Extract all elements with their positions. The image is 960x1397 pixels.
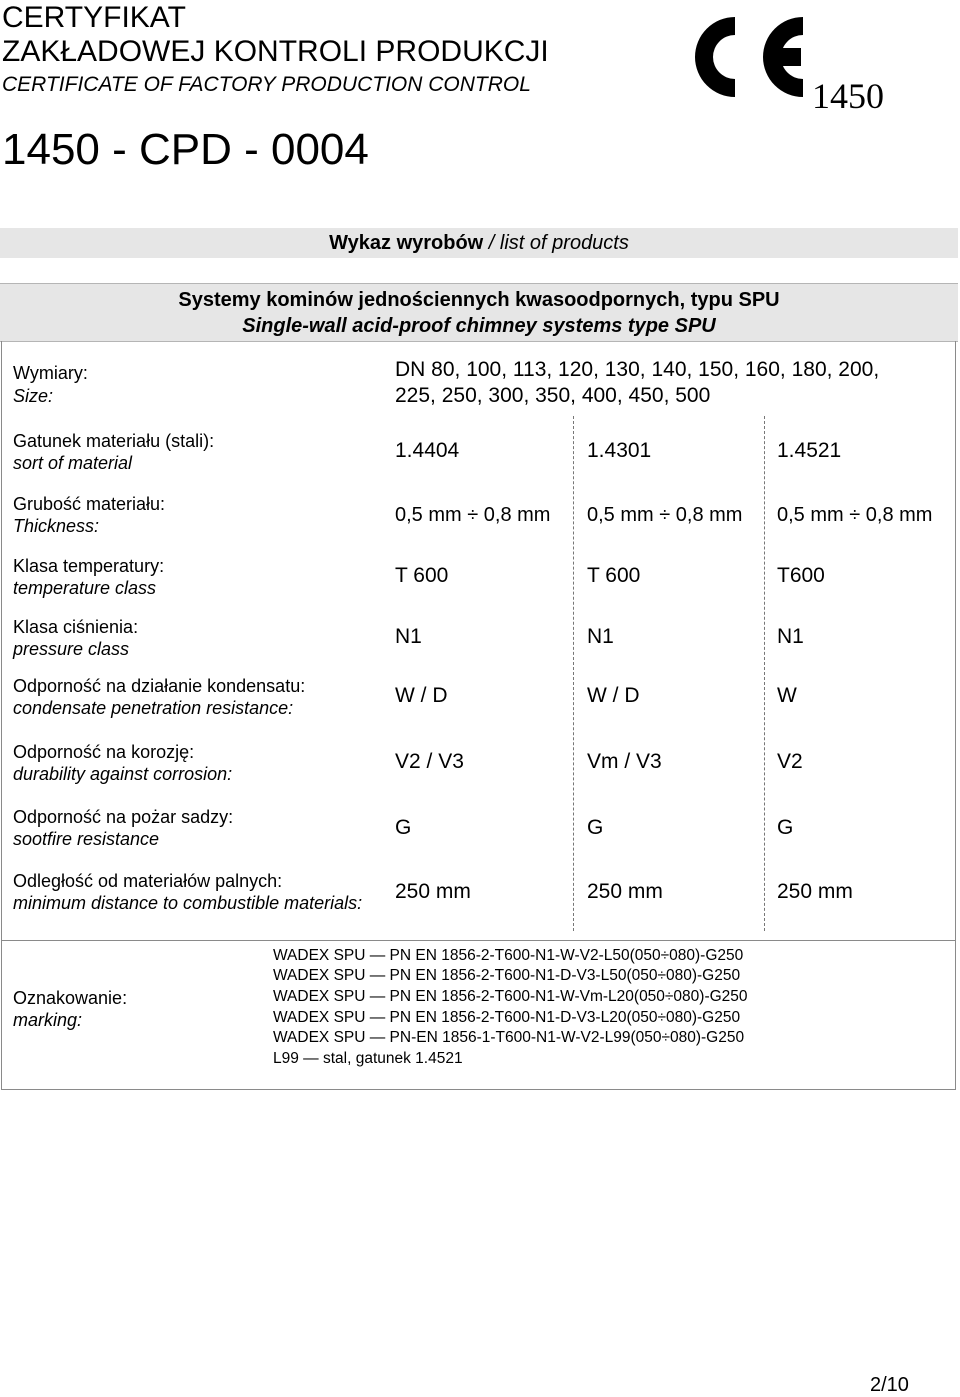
row-value: G	[777, 816, 794, 839]
size-label-pl: Wymiary:	[13, 363, 88, 383]
list-title	[0, 231, 958, 255]
size-label-en: Size:	[13, 386, 54, 406]
marking-line: WADEX SPU — PN EN 1856-2-T600-N1-W-Vm-L20(050÷080)-G250	[273, 988, 748, 1005]
row-label-pl: Odporność na działanie kondensatu:	[13, 676, 306, 696]
row-label-pl: Odporność na pożar sadzy:	[13, 807, 234, 827]
product-title-en: Single-wall acid-proof chimney systems type SPU	[242, 315, 716, 337]
row-value: N1	[777, 625, 804, 648]
marking-line: WADEX SPU — PN EN 1856-2-T600-N1-D-V3-L50(050÷080)-G250	[273, 967, 741, 984]
page-number: 2/10	[870, 1374, 909, 1396]
certificate-title-en: CERTIFICATE OF FACTORY PRODUCTION CONTROL	[2, 73, 531, 96]
size-values-line2: 225, 250, 300, 350, 400, 450, 500	[395, 384, 711, 407]
row-value: 0,5 mm ÷ 0,8 mm	[395, 504, 551, 526]
row-value: 250 mm	[587, 880, 663, 903]
row-value: V2 / V3	[395, 750, 464, 773]
row-label-en: minimum distance to combustible materials:	[13, 893, 363, 913]
size-values-line1: DN 80, 100, 113, 120, 130, 140, 150, 160, 180, 200,	[395, 358, 880, 381]
marking-label-en: marking:	[13, 1010, 83, 1030]
row-value: G	[395, 816, 412, 839]
marking-line: L99 — stal, gatunek 1.4521	[273, 1050, 463, 1067]
row-value: 0,5 mm ÷ 0,8 mm	[587, 504, 743, 526]
row-label-pl: Klasa temperatury:	[13, 556, 165, 576]
column-divider	[764, 416, 765, 931]
row-value: 250 mm	[395, 880, 471, 903]
row-value: 1.4404	[395, 439, 460, 462]
row-label-en: sort of material	[13, 453, 133, 473]
row-label-pl: Odległość od materiałów palnych:	[13, 871, 283, 891]
row-value: T600	[777, 564, 825, 587]
column-divider	[573, 416, 574, 931]
marking-separator	[2, 940, 955, 941]
marking-line: WADEX SPU — PN EN 1856-2-T600-N1-W-V2-L50(050÷080)-G250	[273, 947, 744, 964]
row-value: T 600	[395, 564, 449, 587]
row-label-pl: Klasa ciśnienia:	[13, 617, 139, 637]
row-label-pl: Grubość materiału:	[13, 494, 166, 514]
row-value: T 600	[587, 564, 641, 587]
list-title-pl: Wykaz wyrobów	[329, 232, 484, 254]
row-label-en: condensate penetration resistance:	[13, 698, 294, 718]
certificate-number: 1450 - CPD - 0004	[2, 125, 369, 174]
row-label-pl: Odporność na korozję:	[13, 742, 195, 762]
row-label-en: Thickness:	[13, 516, 100, 536]
row-value: 1.4301	[587, 439, 652, 462]
product-title-pl: Systemy kominów jednościennych kwasoodpornych, typu SPU	[178, 289, 780, 311]
row-value: V2	[777, 750, 803, 773]
row-label-en: temperature class	[13, 578, 157, 598]
marking-line: WADEX SPU — PN-EN 1856-1-T600-N1-W-V2-L99(050÷080)-G250	[273, 1029, 745, 1046]
row-value: W / D	[395, 684, 448, 707]
row-value: Vm / V3	[587, 750, 662, 773]
row-value: G	[587, 816, 604, 839]
list-title-en: / list of products	[483, 232, 629, 254]
row-label-en: pressure class	[13, 639, 130, 659]
row-label-en: durability against corrosion:	[13, 764, 233, 784]
certificate-title-pl-line1: CERTYFIKAT	[2, 1, 186, 34]
marking-label-pl: Oznakowanie:	[13, 988, 128, 1008]
row-value: N1	[587, 625, 614, 648]
row-value: N1	[395, 625, 422, 648]
row-value: 1.4521	[777, 439, 842, 462]
marking-line: WADEX SPU — PN EN 1856-2-T600-N1-D-V3-L20(050÷080)-G250	[273, 1009, 741, 1026]
row-value: W / D	[587, 684, 640, 707]
row-label-en: sootfire resistance	[13, 829, 160, 849]
notified-body-number: 1450	[812, 76, 884, 116]
certificate-title-pl-line2: ZAKŁADOWEJ KONTROLI PRODUKCJI	[2, 35, 549, 68]
row-value: 0,5 mm ÷ 0,8 mm	[777, 504, 933, 526]
row-value: W	[777, 684, 797, 707]
row-value: 250 mm	[777, 880, 853, 903]
row-label-pl: Gatunek materiału (stali):	[13, 431, 215, 451]
